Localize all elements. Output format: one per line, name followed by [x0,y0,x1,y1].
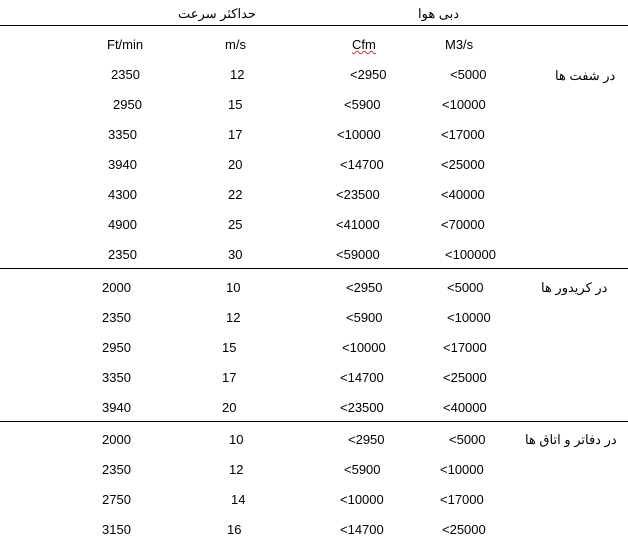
cell-ftmin: 2350 [108,247,137,262]
top-rule [0,25,628,26]
cell-cfm: <10000 [342,340,386,355]
cell-ms: 25 [228,217,243,232]
section-divider [0,421,628,422]
cell-cfm: <2950 [346,280,383,295]
cell-m3s: <100000 [445,247,496,262]
cell-ftmin: 3940 [108,157,137,172]
cell-cfm: <23500 [340,400,384,415]
cell-ms: 15 [228,97,243,112]
cell-m3s: <25000 [443,370,487,385]
cell-m3s: <25000 [442,522,486,537]
cell-ftmin: 3350 [102,370,131,385]
cell-ftmin: 2350 [102,462,131,477]
cell-cfm: <41000 [336,217,380,232]
cell-m3s: <10000 [442,97,486,112]
cell-cfm: <2950 [348,432,385,447]
cell-ftmin: 2000 [102,280,131,295]
cell-ftmin: 2350 [111,67,140,82]
cell-ms: 10 [226,280,241,295]
cell-cfm: <14700 [340,522,384,537]
cell-m3s: <10000 [447,310,491,325]
cell-m3s: <17000 [440,492,484,507]
cell-m3s: <25000 [441,157,485,172]
cell-ms: 12 [226,310,241,325]
cell-ftmin: 2950 [102,340,131,355]
cell-ms: 17 [228,127,243,142]
cell-ftmin: 3350 [108,127,137,142]
section-label-shafts: در شفت ها [555,68,616,83]
col-header-ms: m/s [225,37,246,52]
cell-ftmin: 4900 [108,217,137,232]
cell-ms: 14 [231,492,246,507]
cell-m3s: <17000 [441,127,485,142]
cell-cfm: <2950 [350,67,387,82]
cell-ms: 10 [229,432,244,447]
cell-ms: 20 [222,400,237,415]
cell-ms: 16 [227,522,242,537]
cell-m3s: <70000 [441,217,485,232]
cell-ftmin: 3940 [102,400,131,415]
cell-ms: 17 [222,370,237,385]
col-header-cfm: Cfm [352,37,376,52]
cell-ms: 30 [228,247,243,262]
cell-m3s: <40000 [441,187,485,202]
cell-cfm: <5900 [344,462,381,477]
cell-cfm: <59000 [336,247,380,262]
cell-ms: 12 [230,67,245,82]
cell-m3s: <5000 [450,67,487,82]
cell-ms: 15 [222,340,237,355]
airflow-header: دبی هوا [418,6,460,21]
cell-ms: 12 [229,462,244,477]
cell-ftmin: 2350 [102,310,131,325]
cell-m3s: <10000 [440,462,484,477]
section-label-offices: در دفاتر و اتاق ها [525,432,617,447]
cell-ftmin: 4300 [108,187,137,202]
col-header-ftmin: Ft/min [107,37,144,52]
cell-cfm: <10000 [337,127,381,142]
cell-cfm: <14700 [340,157,384,172]
max-speed-header: حداکثر سرعت [178,6,256,21]
cell-ftmin: 3150 [102,522,131,537]
col-header-m3s: M3/s [445,37,474,52]
cell-m3s: <5000 [447,280,484,295]
cell-m3s: <40000 [443,400,487,415]
cell-cfm: <5900 [344,97,381,112]
cell-cfm: <10000 [340,492,384,507]
cell-ftmin: 2950 [113,97,142,112]
cell-m3s: <5000 [449,432,486,447]
cell-ms: 20 [228,157,243,172]
cell-ftmin: 2000 [102,432,131,447]
cell-m3s: <17000 [443,340,487,355]
cell-ftmin: 2750 [102,492,131,507]
cell-cfm: <5900 [346,310,383,325]
cell-cfm: <14700 [340,370,384,385]
section-divider [0,268,628,269]
cell-ms: 22 [228,187,243,202]
cell-cfm: <23500 [336,187,380,202]
section-label-corridors: در کریدور ها [541,280,608,295]
